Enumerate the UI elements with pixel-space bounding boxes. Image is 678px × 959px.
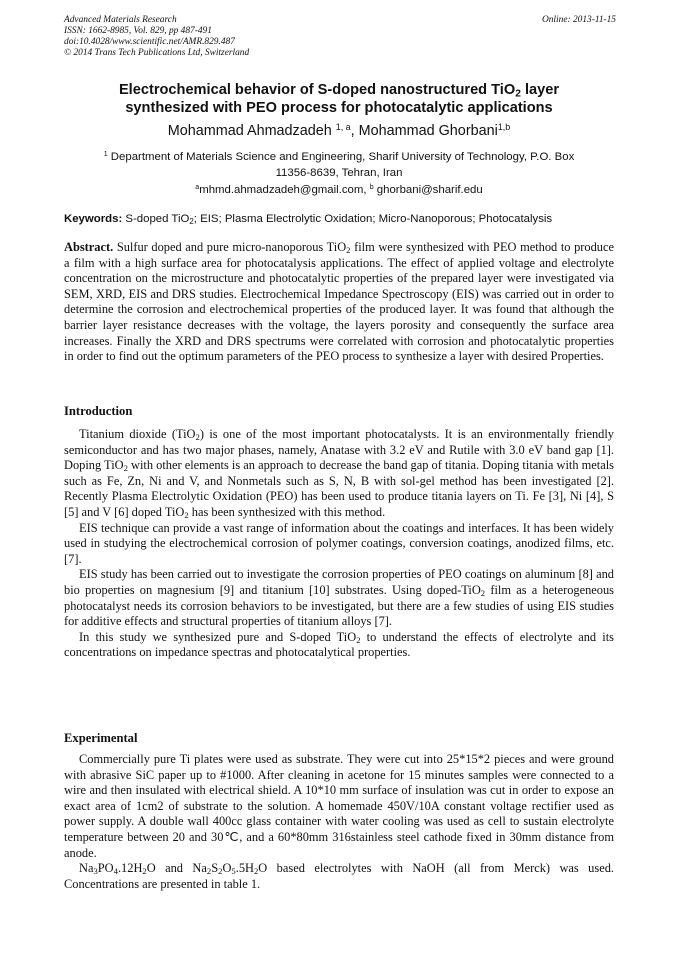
copyright-line: © 2014 Trans Tech Publications Ltd, Switzerland — [64, 48, 250, 58]
online-date: Online: 2013-11-15 — [541, 15, 616, 25]
authors: Mohammad Ahmadzadeh $^{1, a}$, Mohammad Ghorbani$^{1,b}$ — [167, 122, 511, 139]
intro-paragraph-1: Titanium dioxide (TiO$_2$) is one of the most important photocatalysts. It is an environmentally friendly semiconductor and has two major phases, namely, Anatase with 3.2 eV and Rutile with 3.0 eV band gap [1]. Doping TiO$_2$ with other elements is an approach to decrease the band gap of titania. Doping titania with metals such as Fe, Zn, Ni and V, and Nonmetals such as S, N, B with sol-gel method has been investigated [2]. Recently Plasma Electrolytic Oxidation (PEO) has been used to produce titania layers on Ti. Fe [3], Ni [4], S [5] and V [6] doped TiO$_2$ has been synthesized with this method. — [64, 427, 614, 521]
abstract-label: Abstract. — [64, 240, 114, 254]
abstract: Abstract. Sulfur doped and pure micro-nanoporous TiO$_2$ film were synthesized with PEO method to produce a film with a high surface area for photocatalysis applications. The effect of applied voltage and electrolyte concentration on the microstructure and photocatalytic properties of the prepared layer were investigated via SEM, XRD, EIS and DRS studies. Electrochemical Impedance Spectroscopy (EIS) was carried out in order to determine the corrosion and electrochemical properties of the produced layer. It was found that although the barrier layer resistance decreases with the voltage, the layers porosity and consequently the surface area increases. Finally the XRD and DRS spectrums were correlated with corrosion and photocatalytic properties in order to find out the optimum parameters of the PEO process to synthesize a layer with desired Properties. — [64, 240, 614, 364]
keywords: Keywords: S-doped TiO$_2$; EIS; Plasma Electrolytic Oxidation; Micro-Nanoporous; Photocatalysis — [64, 213, 553, 226]
journal-name: Advanced Materials Research — [64, 15, 177, 25]
experimental-body — [64, 752, 614, 892]
intro-paragraph-2: EIS technique can provide a vast range of information about the coatings and interfaces. It has been widely used in studying the electrochemical corrosion of polymer coatings, conversion coatings, anodized films, etc. [7]. — [64, 520, 614, 566]
affiliation: $^1$ Department of Materials Science and Engineering, Sharif University of Technology, P.O. Box 11356-8639, Tehran, Iran — [103, 151, 575, 179]
author-emails: $^a$mhmd.ahmadzadeh@gmail.com, $^b$ ghorbani@sharif.edu — [195, 184, 483, 196]
issn-line: ISSN: 1662-8985, Vol. 829, pp 487-491 — [64, 26, 212, 36]
journal-header — [64, 15, 616, 59]
introduction-heading: Introduction — [64, 404, 133, 418]
intro-paragraph-3: EIS study has been carried out to investigate the corrosion properties of PEO coatings on aluminum [8] and bio properties on magnesium [9] and titanium [10] substrates. Using doped-TiO$_2$ film as a heterogeneous photocatalyst needs its corrosion behaviors to be investigated, but there are a few studies of using EIS studies for additive effects and structural properties of titanium alloys [7]. — [64, 567, 615, 629]
exp-paragraph-1: Commercially pure Ti plates were used as substrate. They were cut into 25*15*2 pieces and were ground with abrasive SiC paper up to #1000. After cleaning in acetone for 15 minutes samples were connected to a wire and then insulated with electrical shield. A 10*10 mm surface of insulation was cut in order to expose an exact area of 1cm2 of substrate to the solution. A homemade 450V/10A constant voltage rectifier used as power supply. A double wall 400cc glass container with water cooling was used as cell to sustain electrolyte temperature between 20 and 30℃, and a 60*80mm 316stainless steel cathode fixed in 30mm distance from anode. — [64, 752, 614, 860]
keywords-label: Keywords: — [64, 213, 123, 225]
experimental-heading: Experimental — [64, 731, 138, 745]
intro-paragraph-4: In this study we synthesized pure and S-doped TiO$_2$ to understand the effects of electrolyte and its concentrations on impedance spectras and photocatalytical properties. — [64, 629, 614, 660]
introduction-body — [64, 427, 614, 661]
doi-line: doi:10.4028/www.scientific.net/AMR.829.487 — [64, 37, 235, 47]
paper-title: Electrochemical behavior of S-doped nanostructured TiO$_2$ layer synthesized with PEO process for photocatalytic applications — [118, 82, 560, 116]
exp-paragraph-2: $Na_3PO_4.12H_2O$ and $Na_2S_2O_5.5H_2O$ based electrolytes with NaOH (all from Merck) was used. Concentrations are presented in table 1. — [64, 861, 614, 891]
